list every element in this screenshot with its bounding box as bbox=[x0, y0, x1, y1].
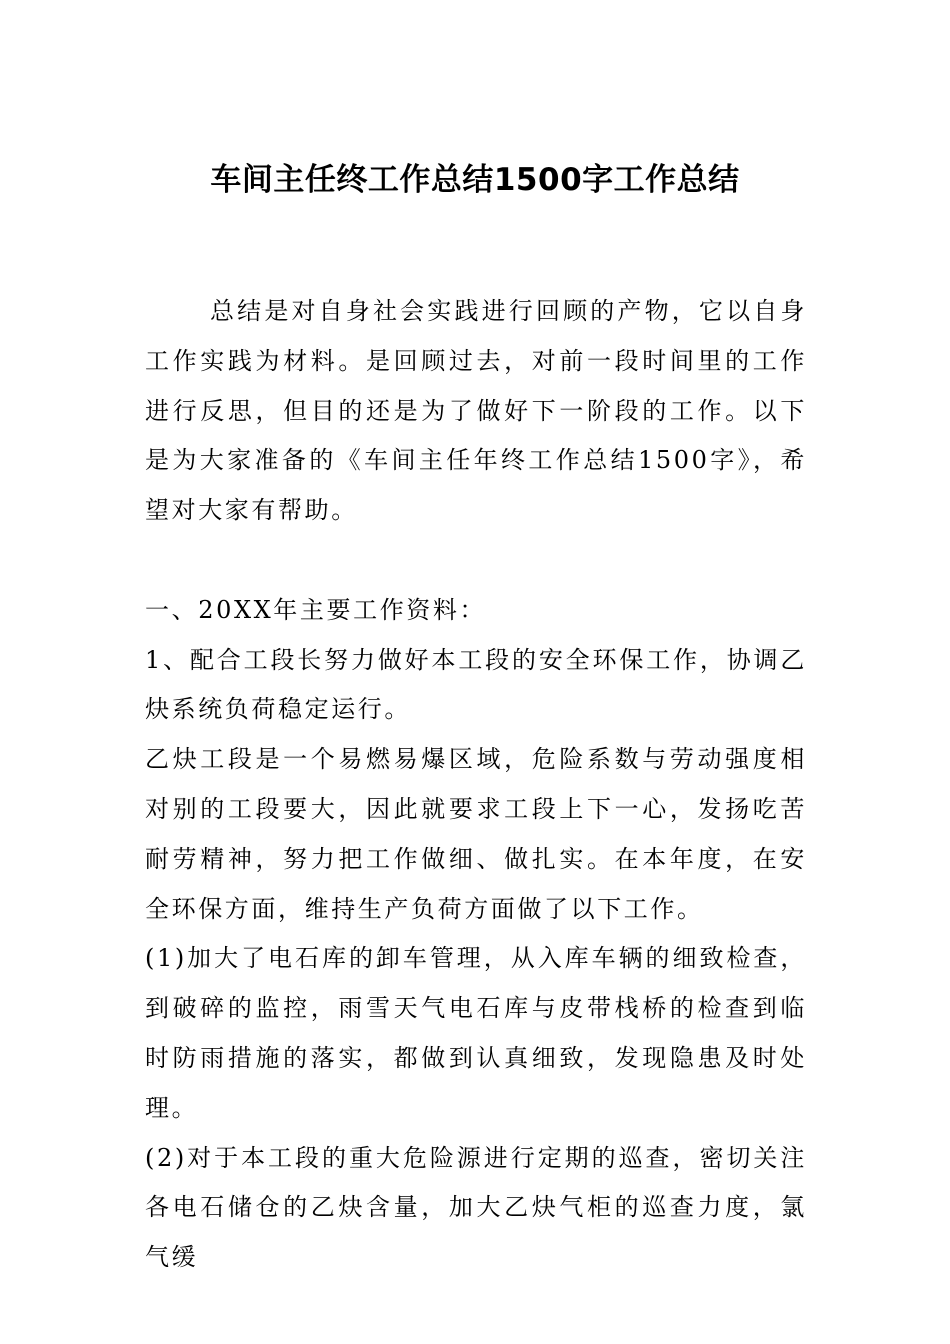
body-paragraph-1: 乙炔工段是一个易燃易爆区域，危险系数与劳动强度相对别的工段要大，因此就要求工段上下一心，发扬吃苦耐劳精神，努力把工作做细、做扎实。在本年度，在安全环保方面，维持生产负荷方面做了以下工作。 bbox=[145, 745, 807, 923]
intro-paragraph: 总结是对自身社会实践进行回顾的产物，它以自身工作实践为材料。是回顾过去，对前一段时间里的工作进行反思，但目的还是为了做好下一阶段的工作。以下是为大家准备的《车间主任年终工作总结1500字》，希望对大家有帮助。 bbox=[145, 297, 807, 525]
list-item-1: 1、配合工段长努力做好本工段的安全环保工作，协调乙炔系统负荷稳定运行。 bbox=[145, 645, 807, 724]
paragraph-spacer bbox=[145, 536, 807, 586]
document-title: 车间主任终工作总结1500字工作总结 bbox=[210, 162, 740, 198]
section-heading: 一、20XX年主要工作资料： bbox=[145, 595, 487, 624]
document-body bbox=[145, 287, 807, 1283]
sub-item-1: (1)加大了电石库的卸车管理，从入库车辆的细致检查，到破碎的监控，雨雪天气电石库与皮带栈桥的检查到临时防雨措施的落实，都做到认真细致，发现隐患及时处理。 bbox=[145, 944, 807, 1122]
sub-item-2: (2)对于本工段的重大危险源进行定期的巡查，密切关注各电石储仓的乙炔含量，加大乙炔气柜的巡查力度，氯气缓 bbox=[145, 1143, 807, 1272]
